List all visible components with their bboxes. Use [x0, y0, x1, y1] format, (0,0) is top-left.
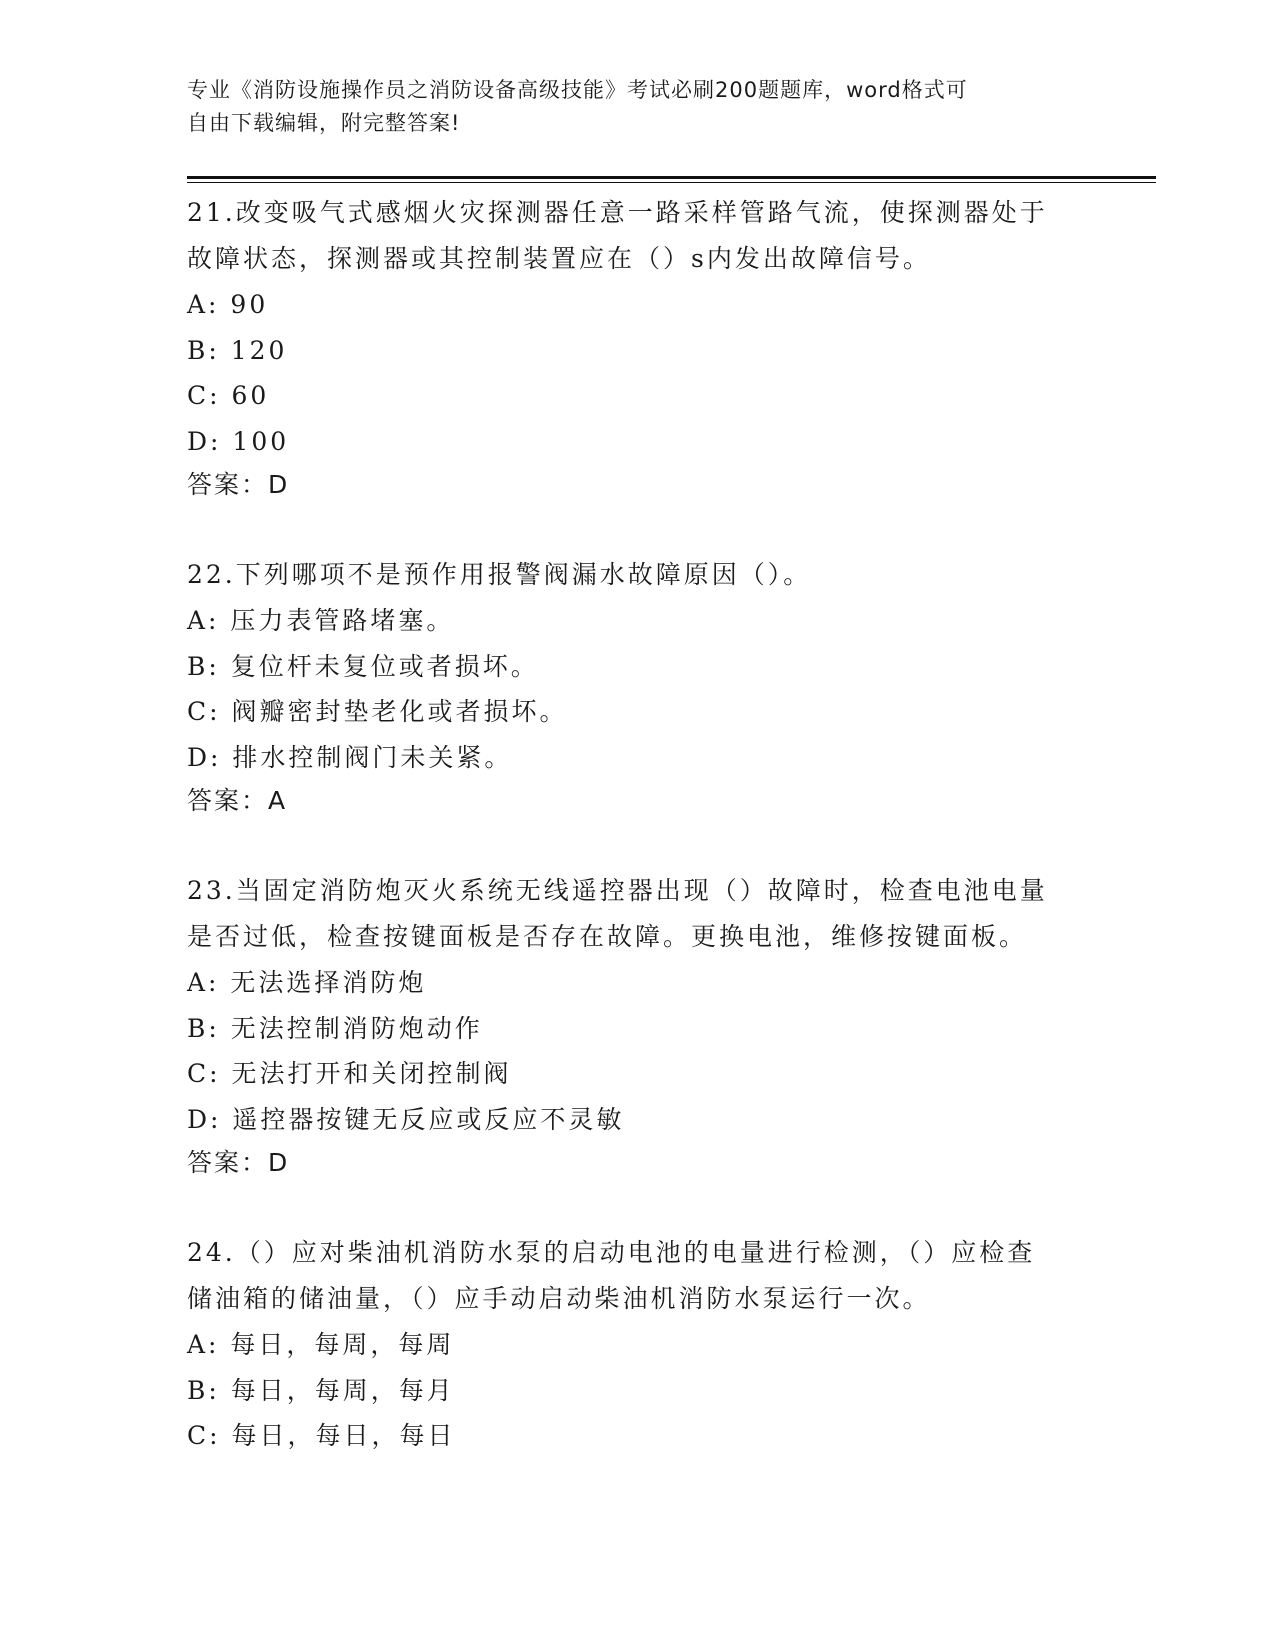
option-a: A: 90: [187, 290, 269, 319]
question-text-line: 23.当固定消防炮灭火系统无线遥控器出现（）故障时，检查电池电量: [187, 876, 1048, 905]
question-text-line: 是否过低，检查按键面板是否存在故障。更换电池，维修按键面板。: [187, 922, 1028, 951]
header-divider-thin: [187, 182, 1156, 183]
option-a: A: 无法选择消防炮: [187, 968, 427, 997]
option-a: A: 压力表管路堵塞。: [187, 606, 455, 635]
option-b: B: 无法控制消防炮动作: [187, 1013, 483, 1043]
option-c: C: 阀瓣密封垫老化或者损坏。: [187, 697, 568, 726]
question-text-line: 21.改变吸气式感烟火灾探测器任意一路采样管路气流，使探测器处于: [187, 198, 1048, 227]
question-text-line: 故障状态，探测器或其控制装置应在（）s内发出故障信号。: [187, 244, 931, 273]
question-22: [187, 552, 1087, 822]
question-23: [187, 868, 1087, 1184]
question-list: [187, 190, 1087, 1505]
answer: 答案：D: [187, 470, 290, 499]
option-b: B: 每日，每周，每月: [187, 1375, 455, 1405]
header-divider-thick: [187, 176, 1156, 179]
option-d: D: 遥控器按键无反应或反应不灵敏: [187, 1104, 625, 1134]
option-c: C: 每日，每日，每日: [187, 1421, 456, 1450]
answer: 答案：A: [187, 786, 288, 815]
option-a: A: 每日，每周，每周: [187, 1330, 455, 1359]
header-line-2: 自由下载编辑，附完整答案!: [187, 111, 461, 135]
option-c: C: 60: [187, 381, 270, 410]
question-text-line: 储油箱的储油量，（）应手动启动柴油机消防水泵运行一次。: [187, 1284, 931, 1313]
option-d: D: 100: [187, 426, 290, 456]
option-b: B: 复位杆未复位或者损坏。: [187, 651, 539, 681]
option-c: C: 无法打开和关闭控制阀: [187, 1059, 512, 1088]
document-header: [187, 74, 1067, 140]
option-d: D: 排水控制阀门未关紧。: [187, 742, 513, 772]
header-line-1: 专业《消防设施操作员之消防设备高级技能》考试必刷200题题库，word格式可: [187, 78, 968, 102]
question-text-line: 22.下列哪项不是预作用报警阀漏水故障原因（）。: [187, 560, 812, 589]
option-b: B: 120: [187, 335, 288, 365]
question-24: [187, 1230, 1087, 1459]
question-text-line: 24.（）应对柴油机消防水泵的启动电池的电量进行检测，（）应检查: [187, 1238, 1036, 1267]
answer: 答案：D: [187, 1148, 290, 1177]
question-21: [187, 190, 1087, 506]
